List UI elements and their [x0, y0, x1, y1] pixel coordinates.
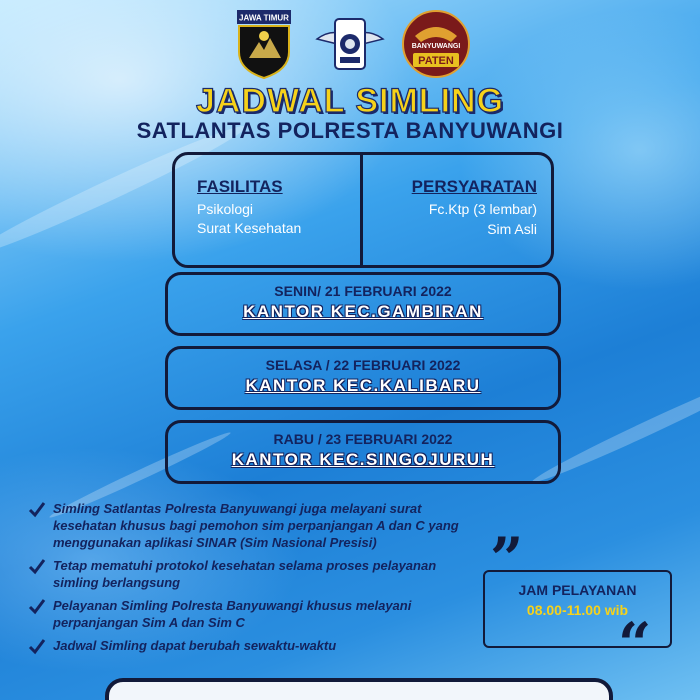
facilities-requirements-box [172, 152, 554, 268]
note-item [28, 637, 478, 654]
page-subtitle: SATLANTAS POLRESTA BANYUWANGI [136, 118, 564, 143]
schedule-box [165, 420, 561, 484]
facility-item: Psikologi [197, 201, 254, 217]
requirement-item: Fc.Ktp (3 lembar) [428, 201, 537, 217]
polantas-emblem-logo [315, 6, 385, 82]
notes-list [28, 500, 478, 660]
close-quote-icon: “ [618, 610, 652, 678]
schedule-place: KANTOR KEC.KALIBARU [245, 376, 481, 395]
paten-banyuwangi-logo [401, 6, 471, 82]
divider [360, 155, 363, 265]
open-quote-icon: ” [490, 525, 524, 593]
checkmark-icon [28, 500, 46, 518]
checkmark-icon [28, 557, 46, 575]
service-hours-time: 08.00-11.00 wib [526, 602, 629, 618]
note-text: Tetap mematuhi protokol kesehatan selama proses pelayanan simling berlangsung [53, 558, 437, 590]
checkmark-icon [28, 637, 46, 655]
note-item [28, 500, 478, 551]
schedule-place: KANTOR KEC.SINGOJURUH [231, 450, 495, 469]
bottom-banner [105, 678, 613, 700]
requirements-title: PERSYARATAN [411, 177, 537, 196]
note-item [28, 597, 478, 631]
service-hours-title: JAM PELAYANAN [518, 582, 637, 598]
schedule-box [165, 346, 561, 410]
schedule-date: RABU / 23 FEBRUARI 2022 [273, 431, 453, 447]
requirement-item: Sim Asli [487, 221, 537, 237]
facilities-title: FASILITAS [197, 177, 283, 196]
page-title: JADWAL SIMLING [195, 82, 505, 120]
facility-item: Surat Kesehatan [197, 220, 302, 236]
checkmark-icon [28, 597, 46, 615]
note-item [28, 557, 478, 591]
logo-subtext: BANYUWANGI [411, 43, 461, 50]
schedule-date: SENIN/ 21 FEBRUARI 2022 [274, 283, 452, 299]
logo-row [0, 6, 700, 82]
logo-text: PATEN [418, 55, 454, 67]
note-text: Jadwal Simling dapat berubah sewaktu-waktu [53, 638, 337, 653]
polda-jawa-timur-logo [229, 6, 299, 82]
schedule-place: KANTOR KEC.GAMBIRAN [243, 302, 483, 321]
note-text: Pelayanan Simling Polresta Banyuwangi khusus melayani perpanjangan Sim A dan Sim C [53, 598, 412, 630]
schedule-box [165, 272, 561, 336]
schedule-date: SELASA / 22 FEBRUARI 2022 [265, 357, 461, 373]
note-text: Simling Satlantas Polresta Banyuwangi juga melayani surat kesehatan khusus bagi pemohon sim perpanjangan A dan C yang menggunakan aplikasi SINAR (Sim Nasional Presisi) [53, 501, 459, 550]
logo-text: JAWA TIMUR [239, 13, 289, 23]
